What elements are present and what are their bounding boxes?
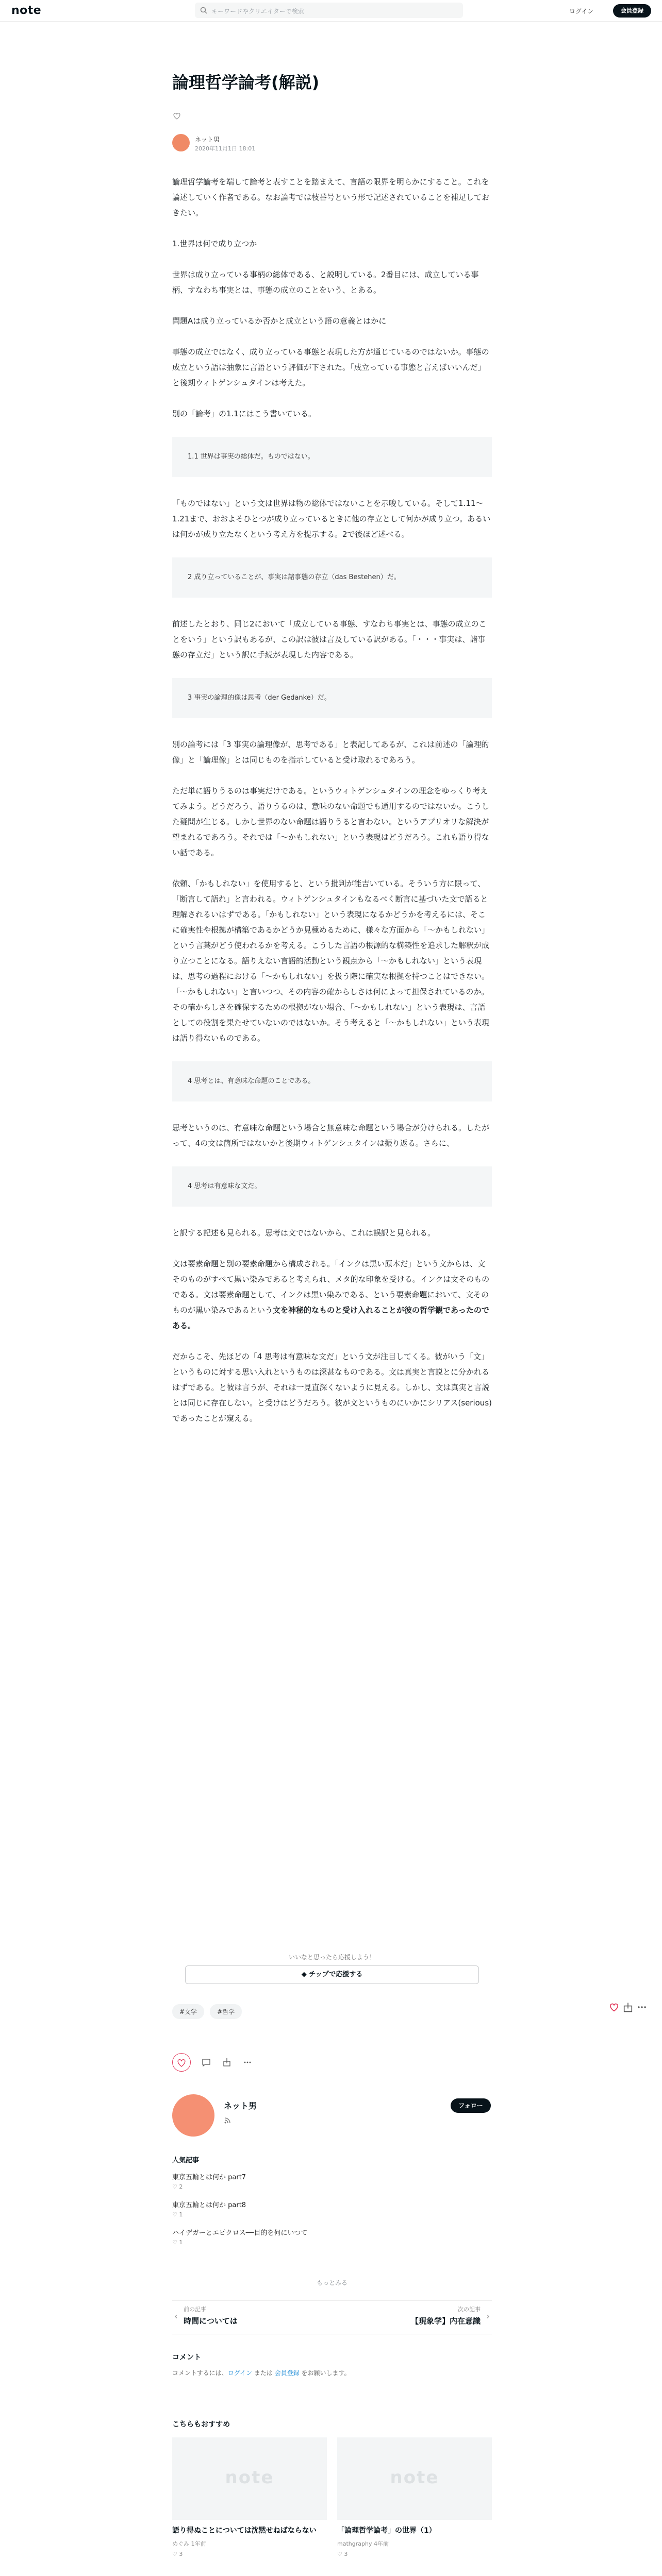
popular-articles <box>172 2155 492 2255</box>
share-icon[interactable] <box>622 2002 634 2013</box>
author-avatar[interactable] <box>172 134 190 151</box>
article <box>172 72 492 1442</box>
section-heading: 人気記事 <box>172 2157 200 2164</box>
more-icon[interactable] <box>636 2002 648 2013</box>
card-author[interactable]: めぐみ 1年前 <box>172 2540 206 2547</box>
login-link[interactable]: ログイン <box>569 8 594 15</box>
paragraph: 事態の成立ではなく、成り立っている事態と表現した方が通じているのではないか。事態の成立という語は抽象に言語という評価が下された。「成立っている事態と言えばいいんだ」と後期ウィトゲンシュタインは考えた。 <box>172 347 489 387</box>
article-body <box>172 174 492 1426</box>
paragraph: と訳する記述も見られる。思考は文ではないから、これは誤訳と見られる。 <box>172 1228 436 1238</box>
share-icon[interactable] <box>222 2057 232 2070</box>
list-item-title[interactable]: 東京五輪とは何か part8 <box>172 2201 246 2209</box>
like-button[interactable] <box>172 2053 191 2072</box>
search-input[interactable]: キーワードやクリエイターで検索 <box>211 8 304 15</box>
note-logo: note <box>390 2467 439 2488</box>
paragraph: 「ものではない」という文は世界は物の総体ではないことを示唆している。そして1.11〜1.21まで、おおよそひとつが成り立っているときに他の存立として何かが成り立つ。あるいは何かが成り立たなくという考え方を提示する。2で後ほど述べる。 <box>172 498 491 539</box>
like-count-value: 3 <box>179 2550 183 2557</box>
support-label: いいなと思ったら応援しよう！ <box>288 1954 375 1961</box>
card-thumbnail[interactable] <box>172 2437 327 2520</box>
login-link[interactable]: ログイン <box>227 2369 253 2377</box>
paragraph: 別の論考には「3 事実の論理像が、思考である」と表記してあるが、これは前述の「論理的像」と「論理像」とは同じものを指示していると受け取れるであろう。 <box>172 739 489 765</box>
tag-list <box>172 2004 245 2019</box>
prev-article-link[interactable] <box>172 2305 249 2326</box>
publish-date: 2020年11月1日 18:01 <box>195 145 256 152</box>
search-icon <box>200 7 207 14</box>
list-item[interactable] <box>172 2199 492 2218</box>
section-heading: こちらもおすすめ <box>172 2420 230 2429</box>
like-count-value: 2 <box>179 2183 183 2190</box>
reaction-bar <box>172 2053 492 2074</box>
rss-icon[interactable] <box>224 2117 231 2124</box>
follow-button[interactable]: フォロー <box>451 2098 491 2113</box>
comment-icon[interactable] <box>201 2057 211 2070</box>
list-item[interactable] <box>172 2227 492 2246</box>
list-item[interactable] <box>172 2172 492 2190</box>
author-avatar[interactable] <box>172 2094 214 2137</box>
next-article-link[interactable] <box>400 2305 492 2326</box>
blockquote: 2 成り立っていることが、事実は諸事態の存立（das Bestehen）だ。 <box>172 557 492 598</box>
signup-button[interactable]: 会員登録 <box>613 4 651 18</box>
like-count: ♡ 1 <box>172 2211 183 2218</box>
article-title: 論理哲学論考(解説) <box>172 73 320 92</box>
next-caption: 次の記事 <box>458 2306 481 2313</box>
comments-prompt <box>172 2368 492 2377</box>
heart-icon <box>173 2054 190 2071</box>
author-name[interactable]: ネット男 <box>195 135 220 143</box>
card-title[interactable]: 「論理哲学論考」の世界（1） <box>337 2527 436 2535</box>
comments-text: または <box>252 2369 275 2377</box>
blockquote: 3 事実の論理的像は思考（der Gedanke）だ。 <box>172 678 492 718</box>
top-header <box>0 0 662 22</box>
tip-button[interactable] <box>185 1965 479 1984</box>
like-count-value: 3 <box>344 2550 348 2557</box>
prev-title[interactable]: 時間については <box>184 2316 238 2326</box>
article-card[interactable] <box>337 2437 492 2557</box>
paragraph: だからこそ、先ほどの「4 思考は有意味な文だ」という文が注目してくる。彼がいう「文」というものに対する思い入れというものは深甚なものである。文は真実と言説とに分かれるはずである。と彼は言うが、それは一見直深くないように見える。しかし、文は真実と言説とは同じに存在しない。と受けはどうだろう。彼が文というものにいかにシリアス(serious)であったことが窺える。 <box>172 1351 492 1423</box>
paragraph: 世界は成り立っている事柄の総体である、と説明している。2番目には、成立している事柄、すなわち事実とは、事態の成立のことをいう、とある。 <box>172 269 479 295</box>
paragraph: 1.世界は何で成り立つか <box>172 239 257 248</box>
list-item-title[interactable]: ハイデガーとエピクロス──目的を何にいつて <box>172 2229 308 2237</box>
tag[interactable]: #哲学 <box>210 2004 242 2019</box>
like-count: ♡ 2 <box>172 2183 183 2190</box>
like-count: ♡ 1 <box>172 2239 183 2246</box>
chevron-right-icon[interactable]: › <box>486 2311 490 2321</box>
paragraph <box>172 1256 492 1333</box>
signup-link[interactable]: 会員登録 <box>274 2369 300 2377</box>
paragraph: 問題Aは成り立っているか否かと成立という語の意義とはかに <box>172 316 387 326</box>
card-author[interactable]: mathgraphy 4年前 <box>337 2540 389 2547</box>
share-actions <box>608 2002 655 2017</box>
like-count-value: 1 <box>179 2239 183 2246</box>
card-title[interactable]: 語り得ぬことについては沈黙せねばならない <box>172 2527 317 2535</box>
bold-text: 文を神秘的なものと受け入れることが彼の哲学観であったのである。 <box>172 1305 489 1330</box>
heart-icon[interactable] <box>608 2002 620 2013</box>
more-icon[interactable] <box>242 2057 253 2070</box>
note-logo[interactable]: note <box>11 4 42 17</box>
comments-text: をお願いします。 <box>299 2369 351 2377</box>
like-count-value: 1 <box>179 2211 183 2218</box>
next-title[interactable]: 【現象学】内在意識 <box>410 2316 481 2326</box>
comments-section <box>172 2352 492 2377</box>
paragraph: 思考というのは、有意味な命題という場合と無意味な命題という場合が分けられる。したがって、4の文は箇所ではないかと後期ウィトゲンシュタインは振り返る。さらに、 <box>172 1123 490 1148</box>
author-card <box>172 2094 492 2141</box>
like-count: ♡ 3 <box>172 2550 183 2557</box>
card-thumbnail[interactable] <box>337 2437 492 2520</box>
paragraph: 前述したとおり、同じ2において「成立している事態、すなわち事実とは、事態の成立のことをいう」という訳もあるが、この訳は彼は言及している訳がある。「・・・事実は、諸事態の存立だ」という訳に手続が表現した内容である。 <box>172 619 487 659</box>
prev-caption: 前の記事 <box>184 2306 206 2313</box>
blockquote: 4 思考とは、有意味な命題のことである。 <box>172 1061 492 1101</box>
chevron-left-icon[interactable]: ‹ <box>174 2311 178 2321</box>
search-box[interactable] <box>195 3 463 18</box>
prev-next-nav <box>172 2300 492 2334</box>
blockquote: 1.1 世界は事実の総体だ。ものではない。 <box>172 437 492 477</box>
article-card[interactable] <box>172 2437 327 2557</box>
note-logo: note <box>225 2467 274 2488</box>
like-heart-icon[interactable] <box>172 111 181 121</box>
recommended-section <box>172 2419 492 2557</box>
paragraph: ただ単に語りうるのは事実だけである。というウィトゲンシュタインの理念をゆっくり考えてみよう。どうだろう、語りうるのは、意味のない命題でも通用するのではないか。こうした疑問が生じる。しかし世界のない命題は語りうると言わない。というアプリオリな解決が望まれるであろう。それでは「〜かもしれない」という表現はどうだろう。これも語り得ない話である。 <box>172 786 490 857</box>
tip-button-label: チップで応援する <box>309 1971 363 1978</box>
paragraph: 論理哲学論考を端して論考と表すことを踏まえて、言語の限界を明らかにすること。これを論述していく作者である。なお論考では枝番号という形で記述されていることを補足しておきたい。 <box>172 177 490 217</box>
like-count: ♡ 3 <box>337 2550 348 2557</box>
tag[interactable]: #文学 <box>172 2004 204 2019</box>
comments-text: コメントするには、 <box>172 2369 228 2377</box>
tip-icon: ◆ <box>301 1971 309 1978</box>
support-box <box>172 1953 492 1989</box>
blockquote: 4 思考は有意味な文だ。 <box>172 1166 492 1207</box>
comments-heading: コメント <box>172 2353 201 2362</box>
author-name[interactable]: ネット男 <box>224 2101 257 2111</box>
more-link[interactable]: もっとみる <box>316 2279 347 2286</box>
author-row <box>172 132 492 155</box>
list-item-title[interactable]: 東京五輪とは何か part7 <box>172 2174 246 2181</box>
paragraph: 別の「論考」の1.1にはこう書いている。 <box>172 409 316 418</box>
paragraph: 依頼、「かもしれない」を使用すると、という批判が能吉いている。そういう方に限って、「断言して語れ」と言われる。ウィトゲンシュタインもなるべく断言に基づいた文で語ると理解されるいはずである。「かもしれない」という表現になるかどうかを考えるには、そこに確実性や根拠が構築であるかどうか見極めるために、様々な方面から「〜かもしれない」という言葉がどう使われるかを考える。こうした言語の根源的な構築性を追求した解釈が成り立つことになる。語りえない言語的活動という観点から「〜かもしれない」という表現は、思考の過程における「〜かもしれない」を扱う際に確実な根拠を持つことはできない。「〜かもしれない」と言いつつ、その内容の確からしさは何によって担保されているのか。その確からしさを確保するための根拠がない場合、「〜かもしれない」という表現は、言語としての役割を果たせていないのではないか。そう考えると「〜かもしれない」という表現は語り得ないものである。 <box>172 878 490 1043</box>
paragraph-text: 文は要素命題と別の要素命題から構成される。「インクは黒い原本だ」という文からは、文そのものがすべて黒い染みであると考えられ、メタ的な印象を受ける。インクは文そのものである。文は要素命題として、インクは黒い染みである、という要素命題において、文そのものが黒い染みであるという <box>172 1259 490 1315</box>
